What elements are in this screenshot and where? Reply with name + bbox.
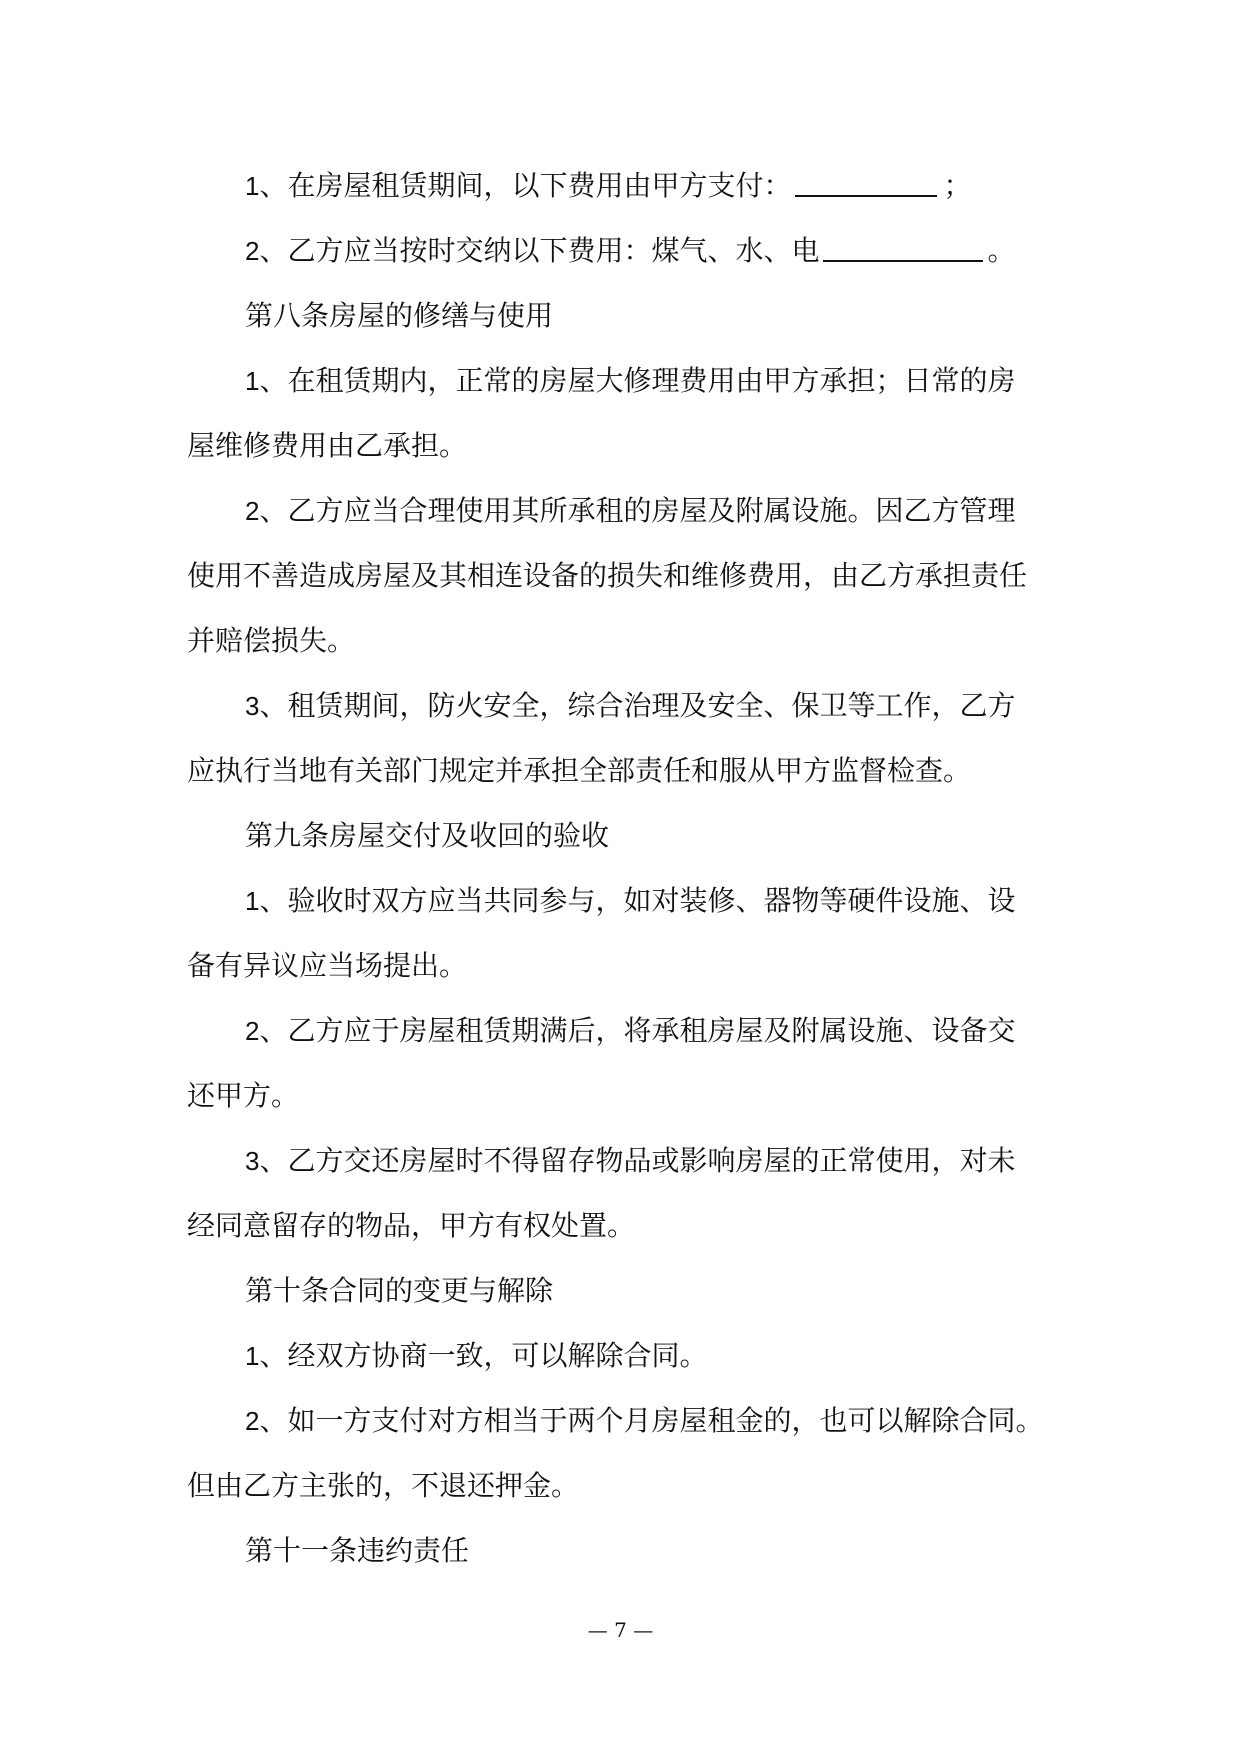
clause-text: 、乙方应当合理使用其所承租的房屋及附属设施。因乙方管理 — [259, 494, 1016, 527]
clause-text: 、乙方应当按时交纳以下费用：煤气、水、电 — [259, 234, 820, 267]
article-heading: 第九条房屋交付及收回的验收 — [245, 819, 610, 852]
clause-text: 、乙方交还房屋时不得留存物品或影响房屋的正常使用，对未 — [259, 1144, 1016, 1177]
clause-line — [187, 478, 1057, 543]
clause-line — [187, 998, 1057, 1063]
clause-line — [187, 1388, 1057, 1453]
fill-blank — [823, 232, 983, 262]
clause-continuation: 经同意留存的物品，甲方有权处置。 — [187, 1209, 636, 1242]
item-number: 1 — [245, 366, 260, 396]
item-number: 3 — [245, 1146, 260, 1176]
item-number: 1 — [245, 886, 260, 916]
clause-punct: 。 — [987, 234, 1016, 267]
clause-line — [187, 1128, 1057, 1193]
clause-continuation: 备有异议应当场提出。 — [187, 949, 468, 982]
clause-continuation: 使用不善造成房屋及其相连设备的损失和维修费用，由乙方承担责任 — [187, 559, 1028, 592]
item-number: 2 — [245, 236, 260, 266]
clause-line — [187, 218, 1057, 283]
item-number: 1 — [245, 171, 260, 201]
article-heading: 第十条合同的变更与解除 — [245, 1274, 554, 1307]
clause-continuation: 但由乙方主张的，不退还押金。 — [187, 1469, 580, 1502]
page-number: — 7 — — [587, 1618, 654, 1642]
article-heading: 第八条房屋的修缮与使用 — [245, 299, 554, 332]
clause-line — [187, 1323, 1057, 1388]
clause-text: 、乙方应于房屋租赁期满后，将承租房屋及附属设施、设备交 — [259, 1014, 1016, 1047]
document-body — [187, 153, 1057, 1583]
clause-punct: ； — [943, 169, 972, 202]
clause-continuation: 屋维修费用由乙承担。 — [187, 429, 468, 462]
item-number: 2 — [245, 1016, 260, 1046]
clause-line — [187, 153, 1057, 218]
clause-line — [187, 673, 1057, 738]
article-heading: 第十一条违约责任 — [245, 1534, 470, 1567]
clause-continuation: 并赔偿损失。 — [187, 624, 356, 657]
item-number: 3 — [245, 691, 260, 721]
clause-text: 、租赁期间，防火安全，综合治理及安全、保卫等工作，乙方 — [259, 689, 1016, 722]
item-number: 1 — [245, 1341, 260, 1371]
clause-text: 、如一方支付对方相当于两个月房屋租金的，也可以解除合同。 — [259, 1404, 1044, 1437]
fill-blank — [795, 167, 937, 197]
clause-text: 、经双方协商一致，可以解除合同。 — [259, 1339, 708, 1372]
clause-text: 、在房屋租赁期间，以下费用由甲方支付： — [259, 169, 792, 202]
clause-continuation: 还甲方。 — [187, 1079, 300, 1112]
clause-text: 、在租赁期内，正常的房屋大修理费用由甲方承担；日常的房 — [259, 364, 1016, 397]
item-number: 2 — [245, 1406, 260, 1436]
item-number: 2 — [245, 496, 260, 526]
clause-line — [187, 868, 1057, 933]
clause-text: 、验收时双方应当共同参与，如对装修、器物等硬件设施、设 — [259, 884, 1016, 917]
clause-line — [187, 348, 1057, 413]
clause-continuation: 应执行当地有关部门规定并承担全部责任和服从甲方监督检查。 — [187, 754, 972, 787]
